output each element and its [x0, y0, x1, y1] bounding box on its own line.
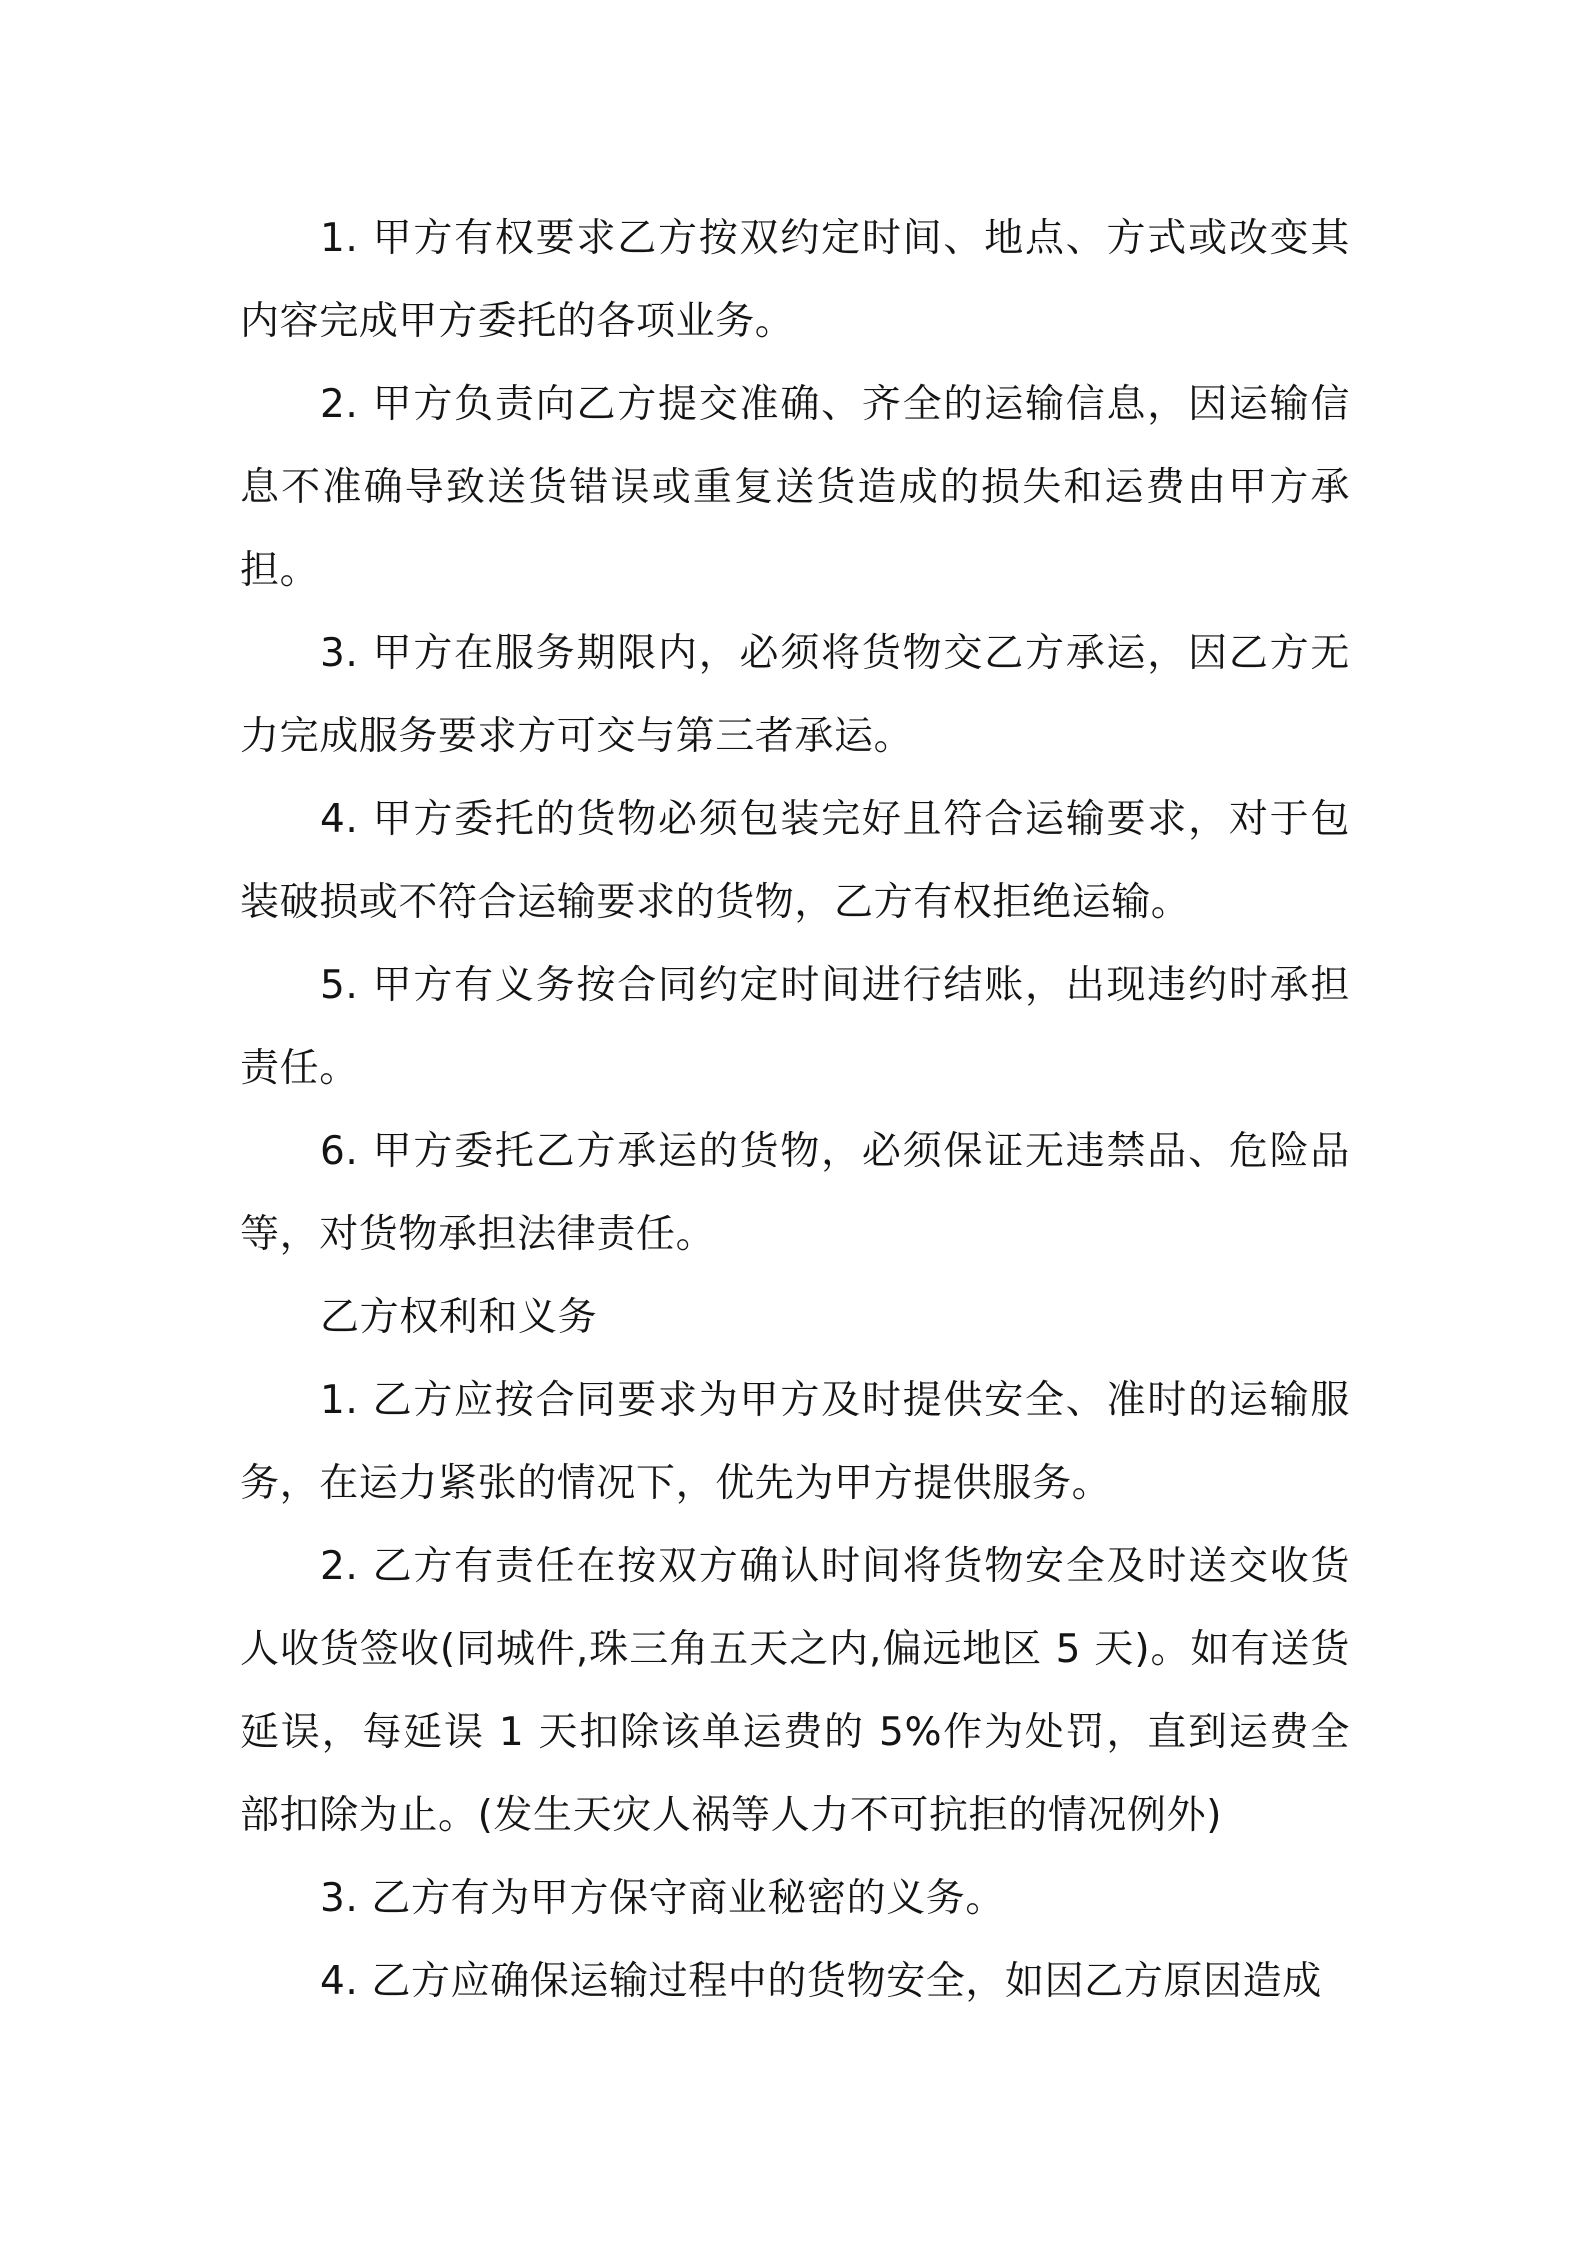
paragraph-party-a-clause-1: 1. 甲方有权要求乙方按双约定时间、地点、方式或改变其内容完成甲方委托的各项业务。: [240, 216, 1350, 344]
paragraph-party-b-clause-2: 2. 乙方有责任在按双方确认时间将货物安全及时送交收货人收货签收(同城件,珠三角五天之内,偏远地区 5 天)。如有送货延误，每延误 1 天扣除该单运费的 5%作为处罚，直到运费全部扣除为止。(发生天灾人祸等人力不可抗拒的情况例外): [240, 1544, 1350, 1838]
paragraph-party-a-clause-4: 4. 甲方委托的货物必须包装完好且符合运输要求，对于包装破损或不符合运输要求的货物，乙方有权拒绝运输。: [240, 797, 1350, 925]
paragraph-party-a-clause-3: 3. 甲方在服务期限内，必须将货物交乙方承运，因乙方无力完成服务要求方可交与第三者承运。: [240, 631, 1350, 759]
paragraph-party-b-clause-4: 4. 乙方应确保运输过程中的货物安全，如因乙方原因造成: [320, 1959, 1322, 2004]
paragraph-party-a-clause-5: 5. 甲方有义务按合同约定时间进行结账，出现违约时承担责任。: [240, 963, 1350, 1091]
paragraph-party-a-clause-2: 2. 甲方负责向乙方提交准确、齐全的运输信息，因运输信息不准确导致送货错误或重复送货造成的损失和运费由甲方承担。: [240, 382, 1350, 593]
paragraph-party-b-clause-3: 3. 乙方有为甲方保守商业秘密的义务。: [320, 1876, 1006, 1921]
section-heading-party-b: 乙方权利和义务: [320, 1295, 598, 1340]
paragraph-party-b-clause-1: 1. 乙方应按合同要求为甲方及时提供安全、准时的运输服务，在运力紧张的情况下，优先为甲方提供服务。: [240, 1378, 1350, 1506]
paragraph-party-a-clause-6: 6. 甲方委托乙方承运的货物，必须保证无违禁品、危险品等，对货物承担法律责任。: [240, 1129, 1350, 1257]
document-body: [240, 197, 1350, 2023]
